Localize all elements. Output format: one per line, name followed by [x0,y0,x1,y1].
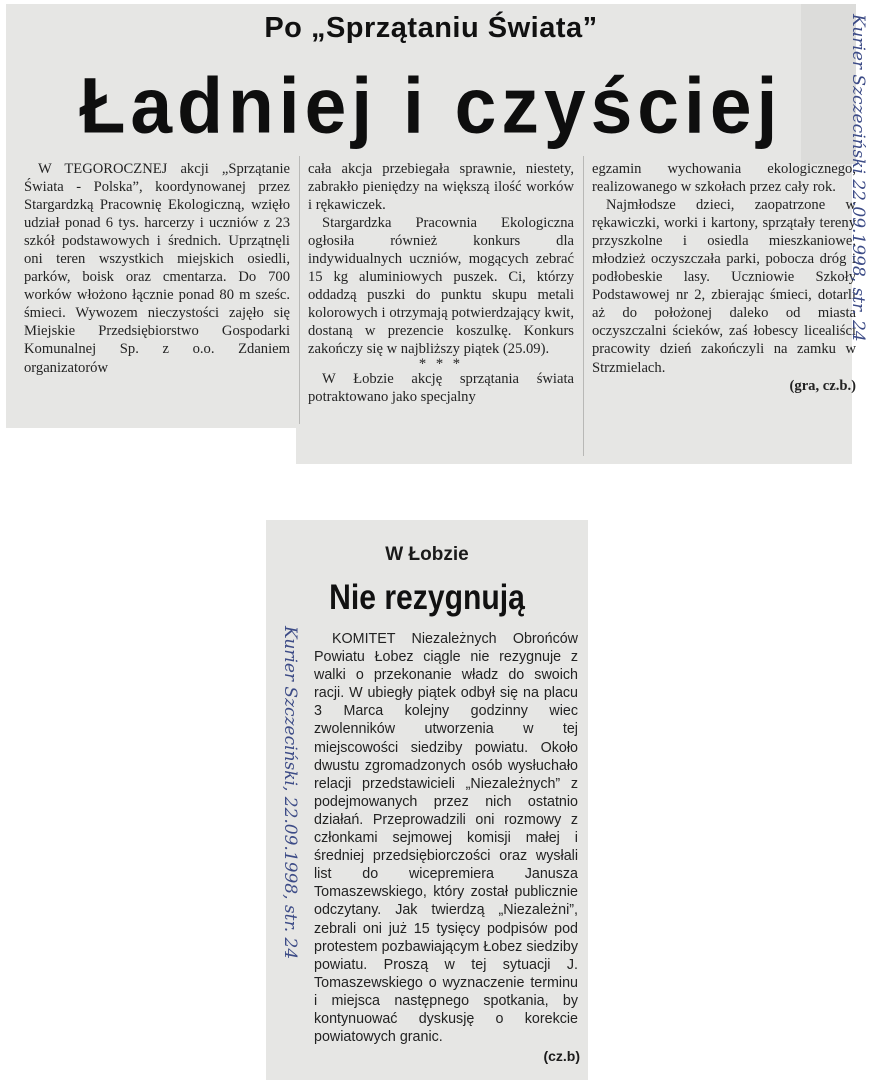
article-clipping-lobez [266,520,588,1080]
handwritten-source-note: Kurier Szczeciński 22.09.1998, str. 24 [848,14,868,342]
clipping-paper-tail [296,428,852,464]
paragraph: KOMITET Niezależnych Obrońców Powiatu Łobez ciągle nie rezygnuje z walki o przekonanie władz do swoich racji. W ubiegły piątek odbył się na placu 3 Marca kolejny godzinny wiec zwolenników utworzenia w tej miejscowości siedziby powiatu. Około dwustu zgromadzonych osób wysłuchało relacji przedstawicieli „Niezależnych” z podejmowanych przez nich ostatnio działań. Przeprowadzili oni rozmowy z członkami sejmowej komisji małej i średniej przedsiębiorczości oraz wysłali list do wicepremiera Janusza Tomaszewskiego, który został publicznie odczytany. Jak twierdzą „Niezależni”, zebrali oni już 15 tysięcy podpisów pod protestem pozbawiającym Łobez siedziby powiatu. Proszą w tej sytuacji J. Tomaszewskiego o wyznaczenie terminu i miejsca następnego spotkania, by kontynuować dyskusję o korekcie powiatowych granic. [314,631,578,1046]
article-headline: Ładniej i czyściej [79,60,783,150]
article-column-1 [24,160,290,377]
article-column-2 [308,160,574,406]
paragraph: cała akcja przebiegała sprawnie, niestety, zabrakło pieniędzy na większą ilość worków i rękawiczek. [308,161,574,214]
author-signature: (gra, cz.b.) [789,377,856,394]
article-body [314,630,578,1046]
column-rule [583,156,584,456]
paragraph: egzamin wychowania ekologicznego, realizowanego w szkołach przez cały rok. [592,161,856,196]
paragraph: W Łobzie akcję sprzątania świata potraktowano jako specjalny [308,370,574,405]
section-divider: * * * [418,355,464,372]
handwritten-source-note: Kurier Szczeciński, 22.09.1998, str. 24 [280,626,300,960]
article-column-3 [592,160,856,395]
article-kicker: W Łobzie [385,544,469,565]
paragraph: W TEGOROCZNEJ akcji „Sprzątanie Świata - Polska”, koordynowanej przez Stargardzką Pracownię Ekologiczną, wzięło udział ponad 6 tys. harcerzy i uczniów z 23 szkół podstawowych i średnich. Uprzątnęli oni teren wszystkich miejskich osiedli, parków, boisk oraz cmentarza. Do 700 worków włożono łącznie ponad 80 m sześc. śmieci. Wywozem nieczystości zajęło się Miejskie Przedsiębiorstwo Gospodarki Komunalnej Sp. z o.o. Zdaniem organizatorów [24,161,290,376]
column-rule [299,156,300,424]
article-kicker: Po „Sprzątaniu Świata” [264,12,598,44]
paragraph: Najmłodsze dzieci, zaopatrzone w rękawiczki, worki i kartony, sprzątały tereny przyszkolne i osiedla mieszkaniowe, młodzież oczyszczała parki, pobocza dróg i podłobeskie lasy. Uczniowie Szkoły Podstawowej nr 2, zbierając śmieci, dotarli aż do położonej daleko od miasta oczyszczalni ścieków, zaś łobescy licealiści pracowity dzień zakończyli na zamku w Strzmielach. [592,197,856,376]
article-clipping-cleanup [6,4,856,464]
author-signature: (cz.b) [543,1048,580,1064]
article-headline: Nie rezygnują [329,578,525,617]
paragraph: Stargardzka Pracownia Ekologiczna ogłosiła również konkurs dla indywidualnych uczniów, mogących zebrać 15 kg aluminiowych puszek. Ci, którzy oddadzą puszki do punktu skupu metali kolorowych i otrzymają potwierdzający kwit, dostaną w prezencie koszulkę. Konkurs zakończy się w najbliższy piątek (25.09). [308,215,574,358]
